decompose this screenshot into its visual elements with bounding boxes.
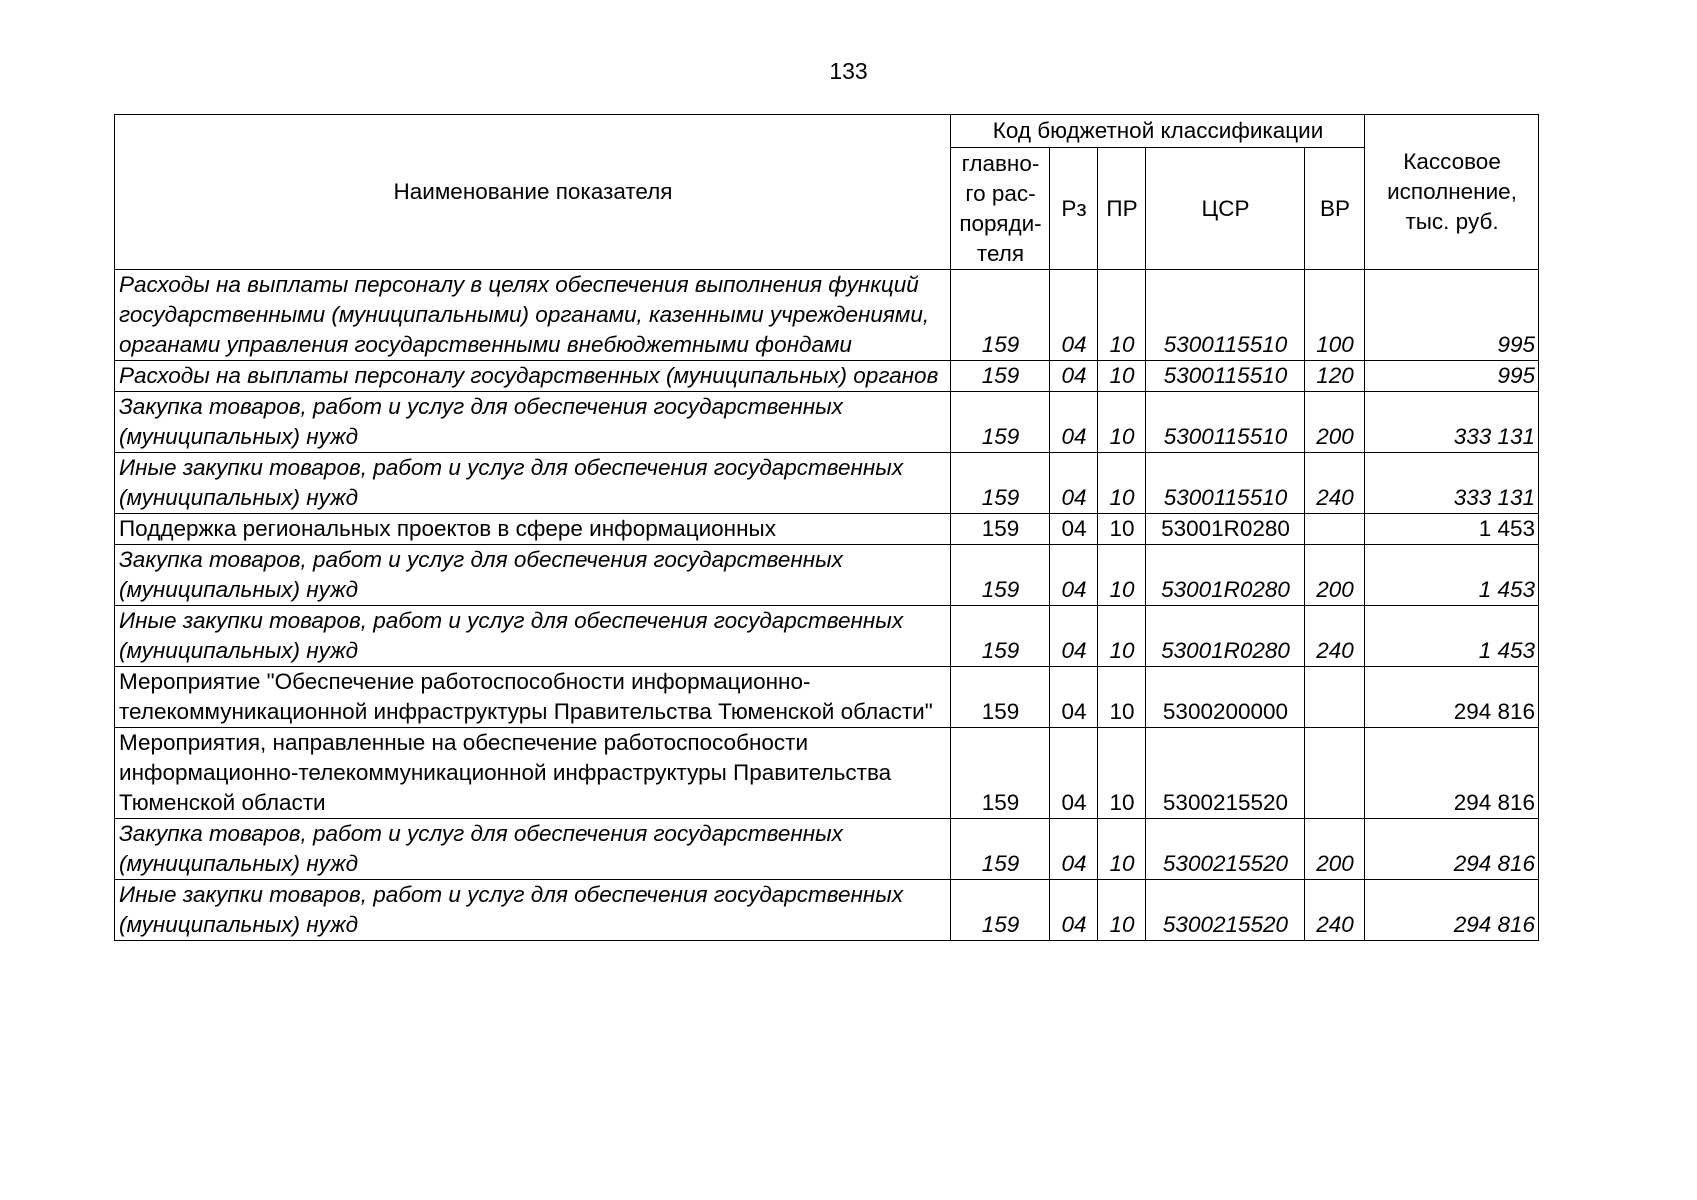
table-row <box>115 392 1539 453</box>
cell-pr: 10 <box>1098 270 1146 361</box>
cell-vr: 200 <box>1305 392 1365 453</box>
cell-sum: 333 131 <box>1365 392 1539 453</box>
cell-glav: 159 <box>951 606 1050 667</box>
cell-rz: 04 <box>1050 361 1098 392</box>
cell-sum: 294 816 <box>1365 819 1539 880</box>
cell-rz: 04 <box>1050 667 1098 728</box>
cell-vr: 240 <box>1305 880 1365 941</box>
cell-vr: 240 <box>1305 606 1365 667</box>
cell-vr: 240 <box>1305 453 1365 514</box>
cell-rz: 04 <box>1050 545 1098 606</box>
cell-csr: 5300215520 <box>1146 880 1305 941</box>
cell-vr: 120 <box>1305 361 1365 392</box>
cell-glav: 159 <box>951 514 1050 545</box>
cell-glav: 159 <box>951 880 1050 941</box>
cell-glav: 159 <box>951 361 1050 392</box>
cell-vr <box>1305 728 1365 819</box>
table-row <box>115 514 1539 545</box>
table-row <box>115 667 1539 728</box>
cell-sum: 294 816 <box>1365 880 1539 941</box>
cell-pr: 10 <box>1098 819 1146 880</box>
cell-name: Закупка товаров, работ и услуг для обеспечения государственных (муниципальных) нужд <box>115 392 951 453</box>
cell-rz: 04 <box>1050 270 1098 361</box>
cell-name: Поддержка региональных проектов в сфере информационных <box>115 514 951 545</box>
cell-pr: 10 <box>1098 514 1146 545</box>
cell-csr: 5300115510 <box>1146 361 1305 392</box>
cell-sum: 294 816 <box>1365 667 1539 728</box>
cell-rz: 04 <box>1050 728 1098 819</box>
cell-glav: 159 <box>951 819 1050 880</box>
table-row <box>115 361 1539 392</box>
table-row <box>115 819 1539 880</box>
cell-rz: 04 <box>1050 392 1098 453</box>
cell-pr: 10 <box>1098 453 1146 514</box>
cell-sum: 1 453 <box>1365 514 1539 545</box>
cell-csr: 5300200000 <box>1146 667 1305 728</box>
cell-vr: 100 <box>1305 270 1365 361</box>
header-rz: Рз <box>1050 148 1098 270</box>
table-body <box>115 270 1539 941</box>
header-code-group: Код бюджетной классификации <box>951 115 1365 148</box>
table-row <box>115 453 1539 514</box>
cell-csr: 53001R0280 <box>1146 514 1305 545</box>
cell-csr: 53001R0280 <box>1146 606 1305 667</box>
cell-pr: 10 <box>1098 880 1146 941</box>
cell-glav: 159 <box>951 667 1050 728</box>
cell-rz: 04 <box>1050 453 1098 514</box>
page-number: 133 <box>829 58 868 84</box>
header-sum: Кассовое исполнение, тыс. руб. <box>1365 115 1539 270</box>
table-row <box>115 606 1539 667</box>
table-row <box>115 545 1539 606</box>
cell-name: Расходы на выплаты персоналу в целях обеспечения выполнения функций государственными (муниципальными) органами, казенными учреждениями, органами управления государственными внебюджетными фондами <box>115 270 951 361</box>
cell-sum: 1 453 <box>1365 606 1539 667</box>
cell-name: Иные закупки товаров, работ и услуг для обеспечения государственных (муниципальных) нужд <box>115 453 951 514</box>
cell-pr: 10 <box>1098 728 1146 819</box>
budget-table <box>114 114 1539 941</box>
header-name: Наименование показателя <box>115 115 951 270</box>
cell-pr: 10 <box>1098 667 1146 728</box>
cell-sum: 333 131 <box>1365 453 1539 514</box>
cell-rz: 04 <box>1050 514 1098 545</box>
cell-pr: 10 <box>1098 392 1146 453</box>
cell-name: Мероприятия, направленные на обеспечение работоспособности информационно-телекоммуникационной инфраструктуры Правительства Тюменской области <box>115 728 951 819</box>
cell-rz: 04 <box>1050 880 1098 941</box>
cell-csr: 5300215520 <box>1146 728 1305 819</box>
cell-glav: 159 <box>951 270 1050 361</box>
cell-name: Иные закупки товаров, работ и услуг для обеспечения государственных (муниципальных) нужд <box>115 880 951 941</box>
table-header <box>115 115 1539 270</box>
cell-rz: 04 <box>1050 819 1098 880</box>
cell-glav: 159 <box>951 728 1050 819</box>
cell-name: Расходы на выплаты персоналу государственных (муниципальных) органов <box>115 361 951 392</box>
cell-csr: 5300115510 <box>1146 392 1305 453</box>
cell-glav: 159 <box>951 453 1050 514</box>
cell-csr: 53001R0280 <box>1146 545 1305 606</box>
header-vr: ВР <box>1305 148 1365 270</box>
cell-pr: 10 <box>1098 545 1146 606</box>
header-pr: ПР <box>1098 148 1146 270</box>
cell-name: Закупка товаров, работ и услуг для обеспечения государственных (муниципальных) нужд <box>115 545 951 606</box>
cell-vr: 200 <box>1305 545 1365 606</box>
cell-csr: 5300215520 <box>1146 819 1305 880</box>
cell-rz: 04 <box>1050 606 1098 667</box>
cell-sum: 995 <box>1365 270 1539 361</box>
cell-csr: 5300115510 <box>1146 270 1305 361</box>
cell-name: Закупка товаров, работ и услуг для обеспечения государственных (муниципальных) нужд <box>115 819 951 880</box>
table-row <box>115 270 1539 361</box>
cell-sum: 294 816 <box>1365 728 1539 819</box>
cell-name: Иные закупки товаров, работ и услуг для обеспечения государственных (муниципальных) нужд <box>115 606 951 667</box>
table-row <box>115 880 1539 941</box>
cell-csr: 5300115510 <box>1146 453 1305 514</box>
header-csr: ЦСР <box>1146 148 1305 270</box>
cell-vr <box>1305 667 1365 728</box>
cell-pr: 10 <box>1098 606 1146 667</box>
table-row <box>115 728 1539 819</box>
cell-vr: 200 <box>1305 819 1365 880</box>
cell-glav: 159 <box>951 545 1050 606</box>
cell-sum: 995 <box>1365 361 1539 392</box>
header-glav: главно-го рас-поряди-теля <box>951 148 1050 270</box>
cell-sum: 1 453 <box>1365 545 1539 606</box>
cell-vr <box>1305 514 1365 545</box>
cell-glav: 159 <box>951 392 1050 453</box>
cell-name: Мероприятие "Обеспечение работоспособности информационно-телекоммуникационной инфраструктуры Правительства Тюменской области" <box>115 667 951 728</box>
cell-pr: 10 <box>1098 361 1146 392</box>
